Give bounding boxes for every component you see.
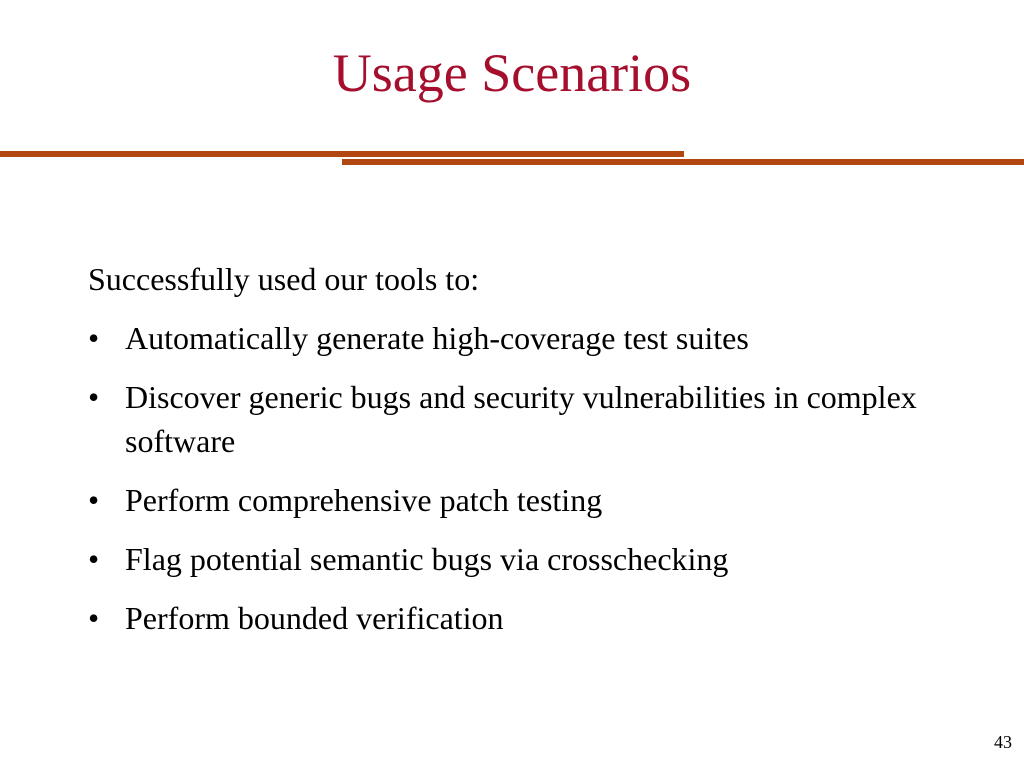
bullet-text: Flag potential semantic bugs via crosschecking [125, 541, 729, 577]
bullet-marker: • [88, 379, 100, 415]
bullet-text: Discover generic bugs and security vulnerabilities in complex software [125, 379, 917, 459]
bullet-marker: • [88, 600, 100, 636]
bullet-item [88, 596, 948, 640]
bullet-text: Perform bounded verification [125, 600, 504, 636]
intro-text: Successfully used our tools to: [88, 261, 480, 297]
bullet-text: Automatically generate high-coverage test suites [125, 320, 749, 356]
slide-title: Usage Scenarios [332, 43, 692, 103]
bullet-marker: • [88, 482, 100, 518]
bullet-item [88, 375, 948, 463]
bullet-text: Perform comprehensive patch testing [125, 482, 603, 518]
bullet-item [88, 478, 948, 522]
bullet-list [88, 316, 948, 655]
bullet-item [88, 316, 948, 360]
bullet-marker: • [88, 541, 100, 577]
bullet-item [88, 537, 948, 581]
page-number: 43 [994, 732, 1012, 752]
title-rule-upper [0, 151, 684, 157]
title-rule-lower [342, 159, 1024, 165]
bullet-marker: • [88, 320, 100, 356]
